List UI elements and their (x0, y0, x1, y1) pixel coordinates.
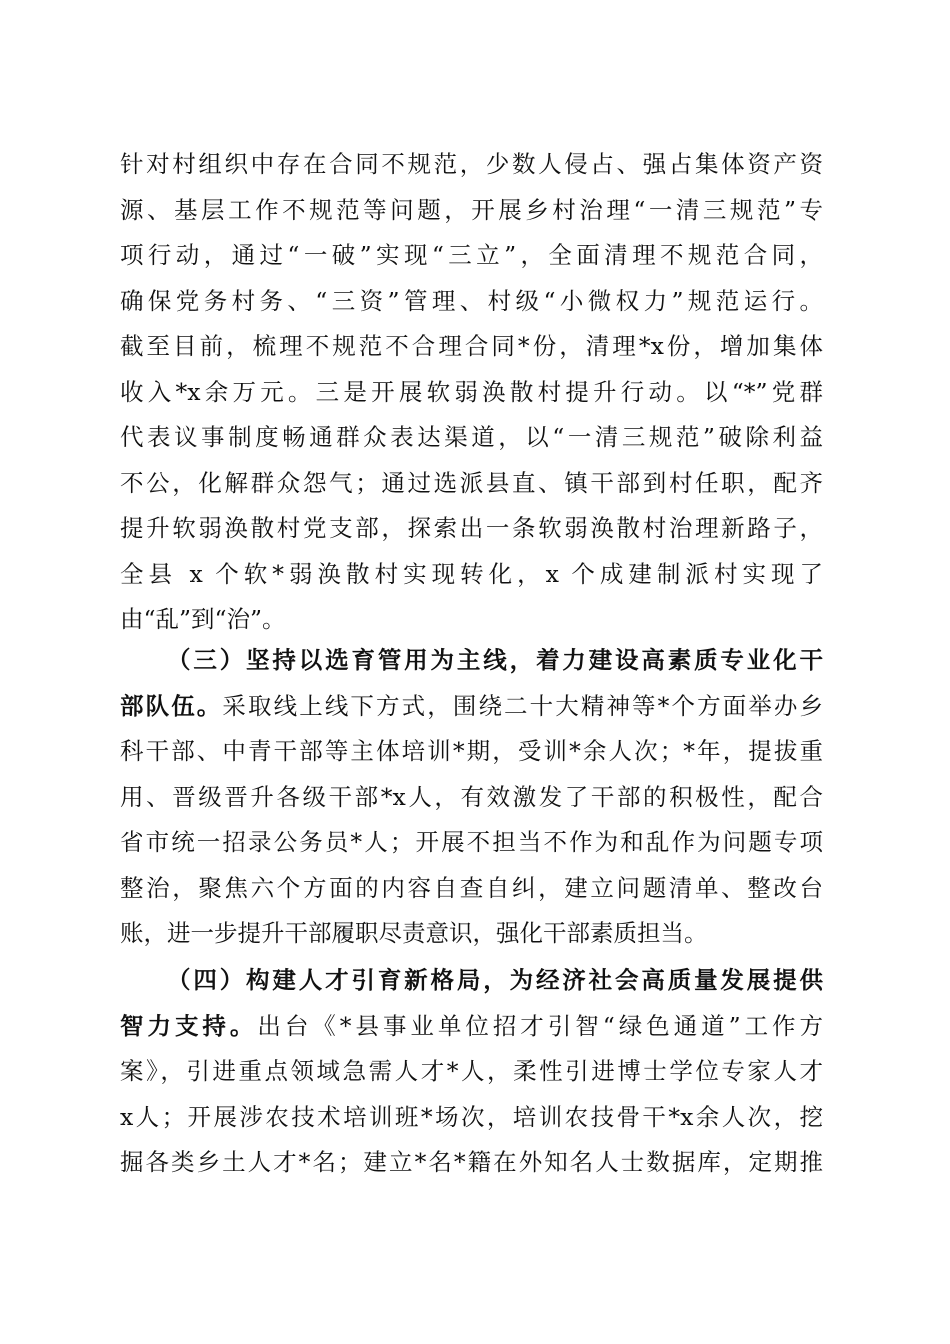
section-heading: （四）构建人才引育新格局，为经济社会高质量发展提供 (167, 966, 823, 994)
text-line: x人；开展涉农技术培训班*场次，培训农技骨干*x余人次，挖 (120, 1102, 823, 1131)
section-heading-end: 部队伍。 (120, 691, 223, 720)
text-line: 掘各类乡土人才*名；建立*名*籍在外知名人士数据库，定期推 (120, 1148, 823, 1176)
text-line (120, 684, 823, 730)
paragraph-1 (120, 142, 823, 643)
text-line: 提升软弱涣散村党支部，探索出一条软弱涣散村治理新路子， (120, 514, 823, 542)
text-line: 全县 x 个软*弱涣散村实现转化，x 个成建制派村实现了 (120, 559, 823, 588)
paragraph-3 (120, 958, 823, 1186)
text-line: 项行动，通过“一破”实现“三立”，全面清理不规范合同， (120, 241, 823, 269)
text-segment: 采取线上线下方式，围绕二十大精神等*个方面举办乡 (222, 691, 824, 720)
text-line: 账，进一步提升干部履职尽责意识，强化干部素质担当。 (120, 919, 708, 947)
text-line: 案》，引进重点领域急需人才*人，柔性引进博士学位专家人才 (120, 1057, 823, 1085)
text-line: 由“乱”到“治”。 (120, 605, 286, 633)
text-line: 截至目前，梳理不规范不合理合同*份，清理*x份，增加集体 (120, 332, 823, 360)
text-line: 不公，化解群众怨气；通过选派县直、镇干部到村任职，配齐 (120, 468, 823, 497)
text-line: 省市统一招录公务员*人；开展不担当不作为和乱作为问题专项 (120, 828, 823, 856)
text-line: 确保党务村务、“三资”管理、村级“小微权力”规范运行。 (120, 286, 823, 315)
section-heading-end: 智力支持。 (120, 1011, 258, 1040)
text-line: 收入*x余万元。三是开展软弱涣散村提升行动。以“*”党群 (120, 377, 823, 406)
text-line: 科干部、中青干部等主体培训*期，受训*余人次；*年，提拔重 (120, 737, 823, 765)
text-line: 针对村组织中存在合同不规范，少数人侵占、强占集体资产资 (120, 150, 823, 178)
text-line: 代表议事制度畅通群众表达渠道，以“一清三规范”破除利益 (120, 423, 823, 451)
text-segment: 出台《*县事业单位招才引智“绿色通道”工作方 (257, 1011, 824, 1040)
section-heading: （三）坚持以选育管用为主线，着力建设高素质专业化干 (167, 646, 823, 674)
text-line: 用、晋级晋升各级干部*x人，有效激发了干部的积极性，配合 (120, 782, 823, 811)
text-line: 整治，聚焦六个方面的内容自查自纠，建立问题清单、整改台 (120, 873, 823, 902)
text-line (120, 1004, 823, 1050)
text-line: 源、基层工作不规范等问题，开展乡村治理“一清三规范”专 (120, 195, 823, 224)
paragraph-2 (120, 638, 823, 957)
